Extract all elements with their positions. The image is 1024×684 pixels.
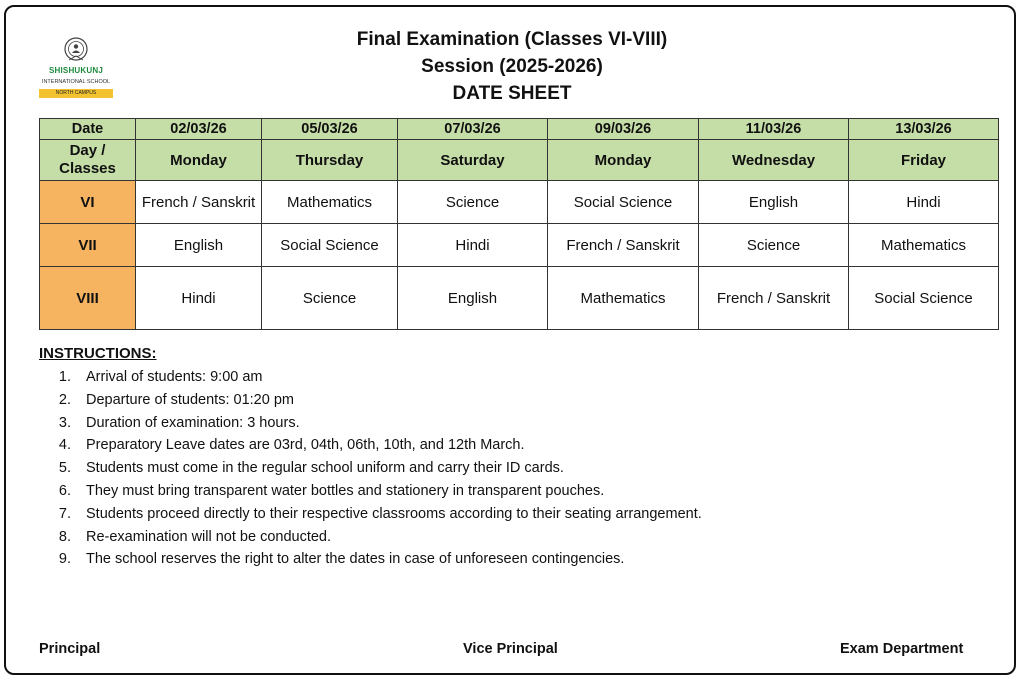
table-row-class-vi [40, 181, 999, 224]
instruction-text: The school reserves the right to alter the dates in case of unforeseen contingencies. [86, 551, 625, 568]
day-cell: Friday [849, 140, 999, 181]
subject-cell: French / Sanskrit [548, 224, 699, 267]
day-cell: Monday [548, 140, 699, 181]
date-cell: 11/03/26 [699, 119, 849, 140]
instruction-item: 8. Re-examination will not be conducted. [58, 528, 332, 545]
school-logo-campus: NORTH CAMPUS [39, 89, 113, 98]
school-logo-subtitle: INTERNATIONAL SCHOOL [41, 79, 111, 85]
date-sheet-table [39, 118, 999, 330]
instruction-item: 9. The school reserves the right to alter the dates in case of unforeseen contingencies. [58, 551, 625, 568]
classes-label: Classes [59, 160, 116, 177]
instruction-text: Students proceed directly to their respective classrooms according to their seating arrangement. [86, 505, 702, 522]
subject-cell: Science [398, 181, 548, 224]
exam-title: Final Examination (Classes VI-VIII) [356, 29, 668, 50]
subject-cell: Hindi [136, 267, 262, 330]
instructions-section [39, 345, 999, 571]
instruction-item: 6. They must bring transparent water bottles and stationery in transparent pouches. [58, 482, 605, 499]
subject-cell: French / Sanskrit [136, 181, 262, 224]
subject-cell: Science [262, 267, 398, 330]
class-label-cell: VIII [40, 267, 136, 330]
day-classes-label-cell [40, 140, 136, 181]
subject-cell: Social Science [548, 181, 699, 224]
instruction-item: 4. Preparatory Leave dates are 03rd, 04th, 06th, 10th, and 12th March. [58, 437, 525, 454]
document-header [0, 26, 1024, 107]
day-cell: Thursday [262, 140, 398, 181]
date-cell: 02/03/26 [136, 119, 262, 140]
instruction-text: Departure of students: 01:20 pm [86, 391, 294, 408]
instruction-text: Duration of examination: 3 hours. [86, 414, 300, 431]
table-row-class-viii [40, 267, 999, 330]
subject-cell: Mathematics [262, 181, 398, 224]
subject-cell: English [398, 267, 548, 330]
exam-department-signature-label: Exam Department [840, 641, 964, 657]
subject-cell: English [136, 224, 262, 267]
class-label-cell: VI [40, 181, 136, 224]
subject-cell: Hindi [398, 224, 548, 267]
table-row-class-vii [40, 224, 999, 267]
instruction-item: 3. Duration of examination: 3 hours. [58, 414, 300, 431]
date-header-row [40, 119, 999, 140]
day-cell: Monday [136, 140, 262, 181]
instruction-text: Re-examination will not be conducted. [86, 528, 332, 545]
date-cell: 05/03/26 [262, 119, 398, 140]
instruction-item: 1. Arrival of students: 9:00 am [58, 369, 263, 385]
date-cell: 13/03/26 [849, 119, 999, 140]
subject-cell: Hindi [849, 181, 999, 224]
subject-cell: Social Science [262, 224, 398, 267]
session-title: Session (2025-2026) [421, 56, 603, 77]
instruction-text: Students must come in the regular school uniform and carry their ID cards. [86, 460, 564, 477]
school-logo-name: SHISHUKUNJ [48, 66, 103, 75]
instruction-item: 7. Students proceed directly to their respective classrooms according to their seating arrangement. [58, 505, 702, 522]
date-label-cell: Date [40, 119, 136, 140]
instruction-text: They must bring transparent water bottles and stationery in transparent pouches. [86, 482, 605, 499]
day-label: Day / [69, 142, 106, 159]
principal-signature-label: Principal [39, 641, 101, 657]
subject-cell: Social Science [849, 267, 999, 330]
date-cell: 09/03/26 [548, 119, 699, 140]
class-label-cell: VII [40, 224, 136, 267]
instruction-item: 5. Students must come in the regular school uniform and carry their ID cards. [58, 460, 564, 477]
subject-cell: French / Sanskrit [699, 267, 849, 330]
subject-cell: Mathematics [548, 267, 699, 330]
instructions-list [39, 366, 999, 571]
subject-cell: English [699, 181, 849, 224]
instruction-item: 2. Departure of students: 01:20 pm [58, 391, 294, 408]
day-cell: Wednesday [699, 140, 849, 181]
instruction-text: Preparatory Leave dates are 03rd, 04th, 06th, 10th, and 12th March. [86, 437, 525, 454]
date-sheet-title: DATE SHEET [452, 83, 572, 104]
instructions-title: INSTRUCTIONS: [39, 345, 157, 362]
vice-principal-signature-label: Vice Principal [463, 641, 558, 657]
instruction-text: Arrival of students: 9:00 am [86, 369, 263, 385]
day-header-row [40, 140, 999, 181]
date-cell: 07/03/26 [398, 119, 548, 140]
subject-cell: Science [699, 224, 849, 267]
day-cell: Saturday [398, 140, 548, 181]
subject-cell: Mathematics [849, 224, 999, 267]
